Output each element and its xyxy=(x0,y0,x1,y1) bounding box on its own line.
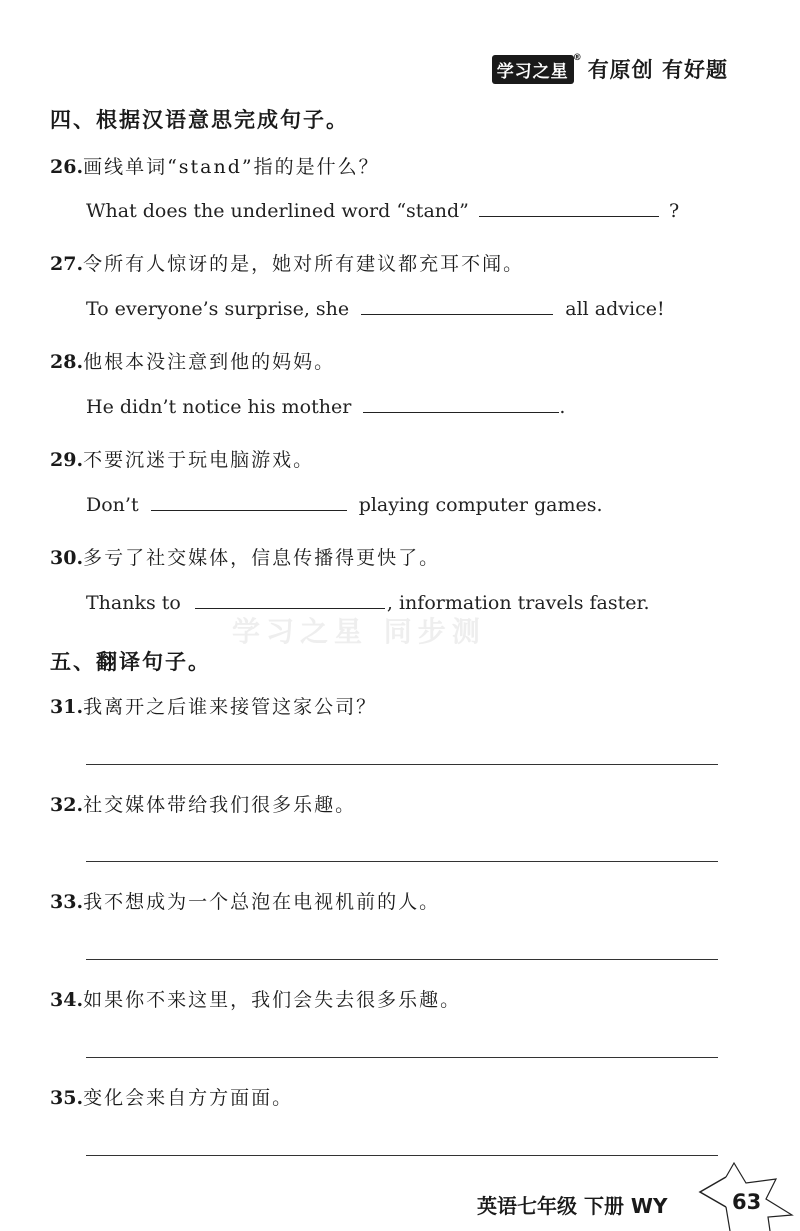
blank-27[interactable] xyxy=(361,313,553,315)
header-slogan: 有原创 有好题 xyxy=(587,58,728,82)
blank-30[interactable] xyxy=(195,607,385,609)
answer-line-34[interactable] xyxy=(86,1057,718,1058)
answer-prompt-26: What does the underlined word “stand” ? xyxy=(86,200,680,222)
answer-line-32[interactable] xyxy=(86,861,718,862)
question-26: 26.画线单词“stand”指的是什么？ xyxy=(50,156,380,178)
answer-prompt-29: Don’t playing computer games. xyxy=(86,494,603,516)
question-27: 27.令所有人惊讶的是，她对所有建议都充耳不闻。 xyxy=(50,253,525,275)
footer-book-title: 英语七年级 下册 WY xyxy=(477,1194,668,1218)
question-34: 34.如果你不来这里，我们会失去很多乐趣。 xyxy=(50,989,462,1011)
answer-prompt-30: Thanks to , information travels faster. xyxy=(86,592,650,614)
question-32: 32.社交媒体带给我们很多乐趣。 xyxy=(50,794,357,816)
section-5-title: 五、翻译句子。 xyxy=(50,650,211,674)
blank-29[interactable] xyxy=(151,509,347,511)
question-31: 31.我离开之后谁来接管这家公司？ xyxy=(50,696,378,718)
blank-28[interactable] xyxy=(363,411,559,413)
answer-line-35[interactable] xyxy=(86,1155,718,1156)
header xyxy=(492,54,728,84)
answer-prompt-27: To everyone’s surprise, she all advice! xyxy=(86,298,665,320)
section-4-title: 四、根据汉语意思完成句子。 xyxy=(50,108,349,132)
answer-line-33[interactable] xyxy=(86,959,718,960)
question-28: 28.他根本没注意到他的妈妈。 xyxy=(50,351,336,373)
answer-prompt-28: He didn’t notice his mother . xyxy=(86,396,566,418)
watermark: 学习之星 同步测 xyxy=(232,615,486,648)
brand-logo: 学习之星 ® xyxy=(492,55,574,84)
page-number: 63 xyxy=(732,1190,762,1214)
question-30: 30.多亏了社交媒体，信息传播得更快了。 xyxy=(50,547,441,569)
question-35: 35.变化会来自方方面面。 xyxy=(50,1087,294,1109)
question-33: 33.我不想成为一个总泡在电视机前的人。 xyxy=(50,891,441,913)
answer-line-31[interactable] xyxy=(86,764,718,765)
question-29: 29.不要沉迷于玩电脑游戏。 xyxy=(50,449,315,471)
blank-26[interactable] xyxy=(479,215,659,217)
